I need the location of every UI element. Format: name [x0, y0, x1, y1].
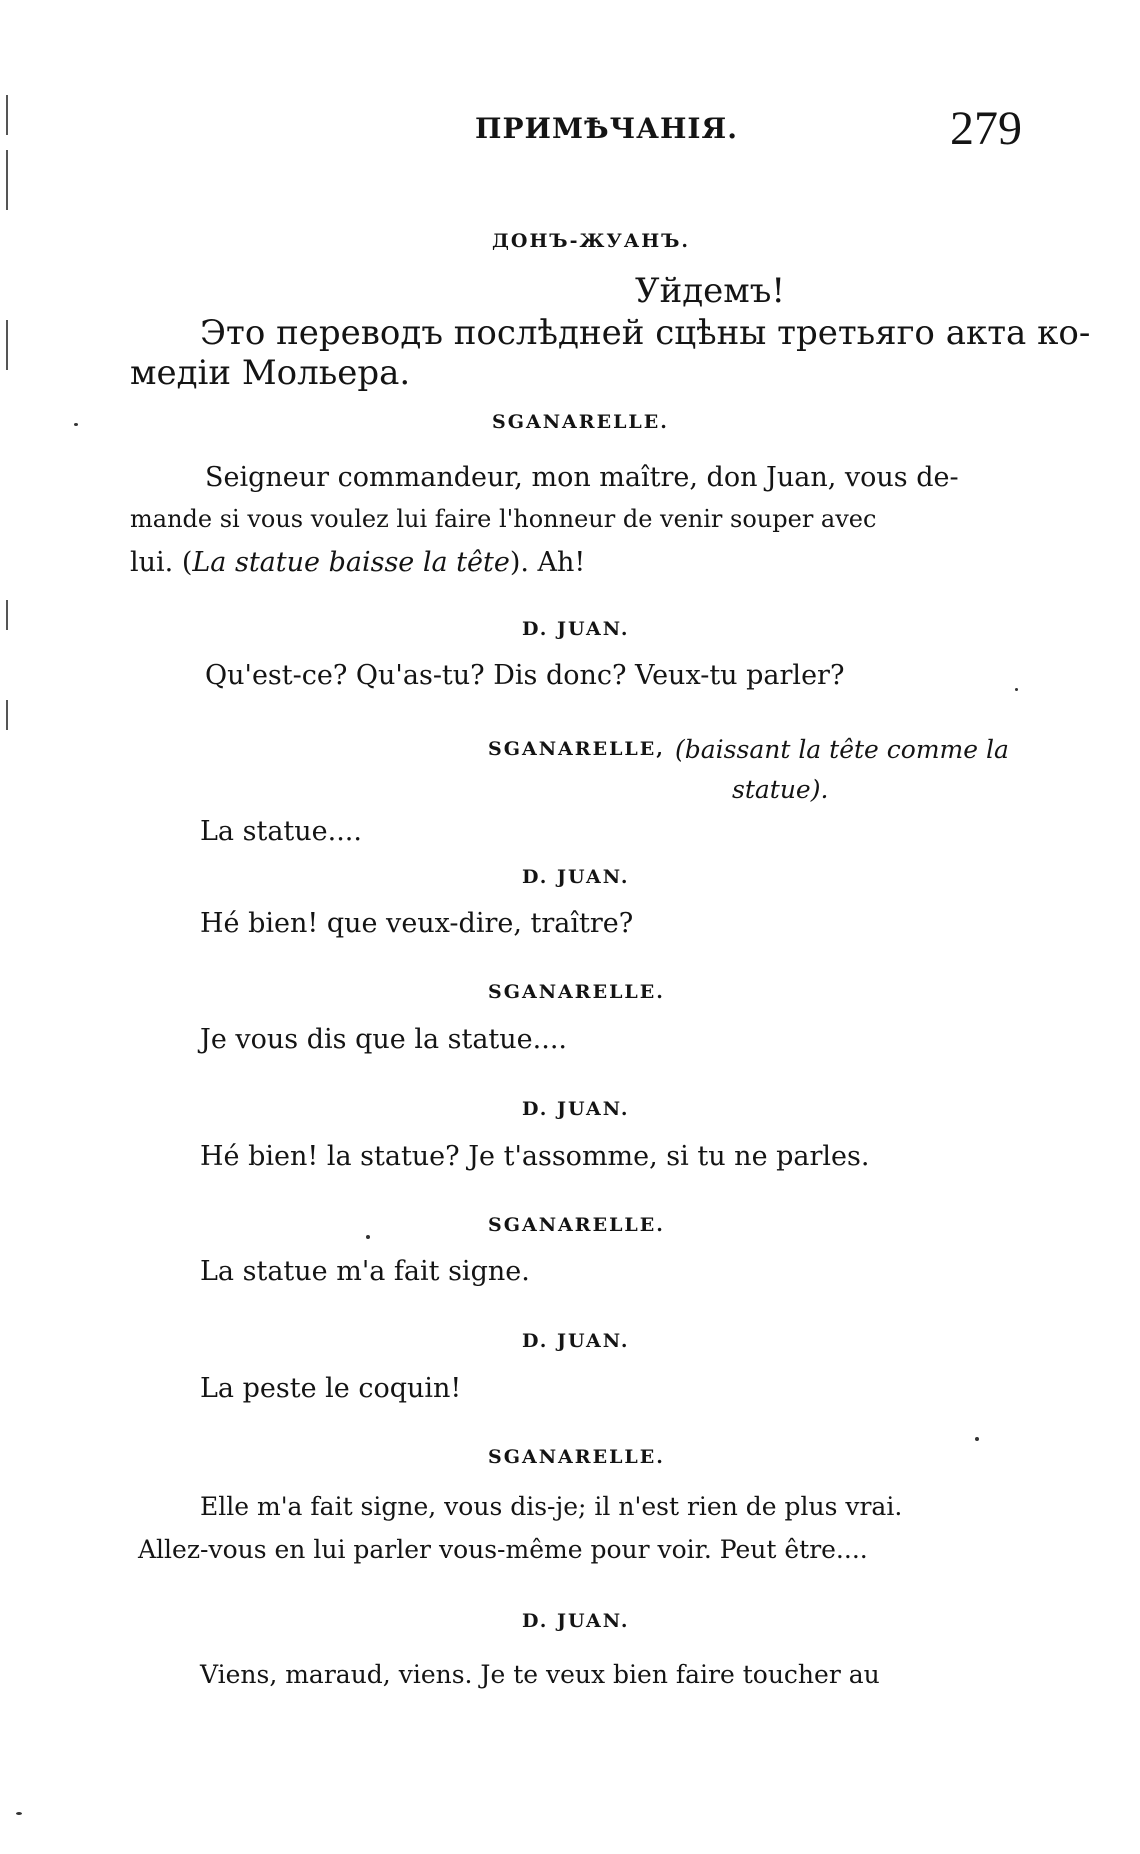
note-text-line: Это переводъ послѣдней сцѣны третьяго акта ко- — [200, 313, 1091, 353]
dialogue-line: Elle m'a fait signe, vous dis-je; il n'est rien de plus vrai. — [200, 1492, 903, 1521]
stage-direction: statue). — [732, 775, 829, 804]
scan-speck — [74, 423, 78, 426]
speaker-label: SGANARELLE. — [488, 981, 665, 1003]
scan-speck — [975, 1437, 979, 1441]
dialogue-line: Viens, maraud, viens. Je te veux bien faire toucher au — [200, 1660, 880, 1689]
speaker-label: SGANARELLE. — [488, 1214, 665, 1236]
speaker-label: D. JUAN. — [522, 618, 630, 640]
dialogue-line: Seigneur commandeur, mon maître, don Juan, vous de- — [205, 462, 959, 493]
speaker-label: ДОНЪ-ЖУАНЪ. — [492, 230, 691, 252]
dialogue-line: Qu'est-ce? Qu'as-tu? Dis donc? Veux-tu parler? — [205, 660, 845, 691]
speaker-label: D. JUAN. — [522, 1330, 630, 1352]
dialogue-line: La statue.... — [200, 816, 362, 847]
speaker-label: D. JUAN. — [522, 1098, 630, 1120]
dialogue-line: Hé bien! que veux-dire, traître? — [200, 908, 634, 939]
stage-direction: (baissant la tête comme la — [675, 735, 1009, 764]
note-text-line: медіи Мольера. — [130, 353, 411, 393]
scan-edge-mark — [6, 95, 8, 135]
speaker-label: SGANARELLE, — [488, 738, 665, 760]
dialogue-line: La peste le coquin! — [200, 1373, 462, 1404]
scan-edge-mark — [6, 700, 8, 730]
dialogue-line: Allez-vous en lui parler vous-même pour voir. Peut être.... — [138, 1535, 868, 1564]
scan-speck — [16, 1812, 22, 1815]
speaker-label: SGANARELLE. — [492, 411, 669, 433]
scan-edge-mark — [6, 600, 8, 630]
speaker-label: SGANARELLE. — [488, 1446, 665, 1468]
scan-speck — [366, 1235, 370, 1239]
dialogue-line: La statue m'a fait signe. — [200, 1256, 530, 1287]
dialogue-line: Je vous dis que la statue.... — [200, 1024, 567, 1055]
dialogue-line: Уйдемъ! — [635, 271, 786, 311]
speaker-label: D. JUAN. — [522, 866, 630, 888]
running-title: ПРИМѢЧАНІЯ. — [475, 112, 738, 145]
dialogue-line: mande si vous voulez lui faire l'honneur de venir souper avec — [130, 505, 877, 533]
dialogue-line — [130, 549, 585, 576]
stage-direction: La statue baisse la tête — [192, 547, 510, 578]
dialogue-line: Hé bien! la statue? Je t'assomme, si tu ne parles. — [200, 1141, 870, 1172]
page-number: 279 — [950, 102, 1022, 155]
scan-speck — [1015, 688, 1018, 691]
dialogue-text: lui. ( — [130, 547, 193, 578]
speaker-label: D. JUAN. — [522, 1610, 630, 1632]
dialogue-text: ). Ah! — [509, 547, 586, 578]
scan-edge-mark — [6, 320, 8, 370]
scan-edge-mark — [6, 150, 8, 210]
